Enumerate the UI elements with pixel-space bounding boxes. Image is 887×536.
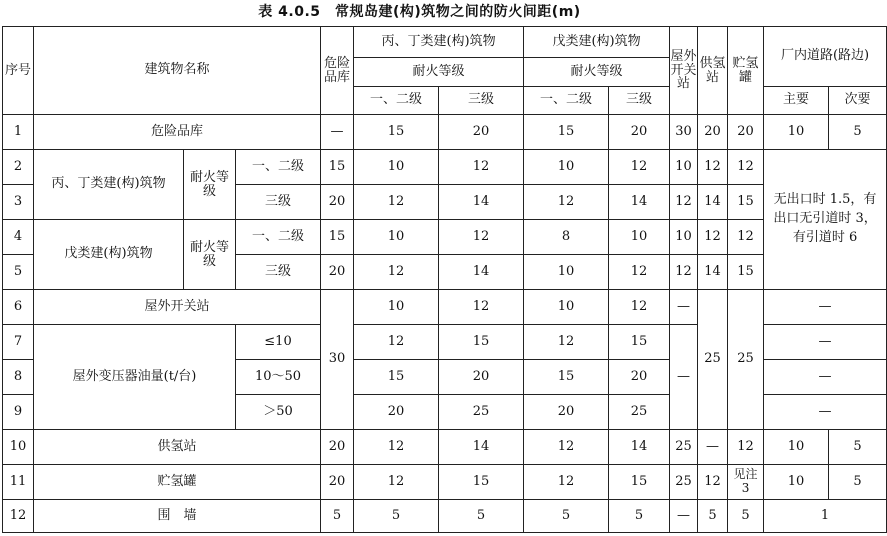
cell-wu12: 10 bbox=[524, 150, 609, 185]
cell-wu12: 15 bbox=[524, 360, 609, 395]
row-grade: 三级 bbox=[236, 255, 321, 290]
cell-wu3: 20 bbox=[609, 115, 670, 150]
cell-wu3: 20 bbox=[609, 360, 670, 395]
cell-road: 1 bbox=[764, 500, 887, 533]
cell-road-sub: 5 bbox=[829, 115, 887, 150]
cell-wu3: 14 bbox=[609, 185, 670, 220]
cell-h2-station: 14 bbox=[698, 185, 728, 220]
cell-h2-tank: 12 bbox=[728, 430, 764, 465]
cell-h2-station: 14 bbox=[698, 255, 728, 290]
cell-danger: 20 bbox=[321, 185, 354, 220]
cell-h2-station: — bbox=[698, 430, 728, 465]
cell-wu3: 5 bbox=[609, 500, 670, 533]
cell-danger-merged: 30 bbox=[321, 290, 354, 430]
cell-bt12: 12 bbox=[354, 255, 439, 290]
header-danger: 危险品库 bbox=[321, 27, 354, 115]
header-wu-fire-rating: 耐火等级 bbox=[524, 58, 670, 87]
road-note: 无出口时 1.5，有出口无引道时 3，有引道时 6 bbox=[764, 150, 887, 290]
cell-danger: — bbox=[321, 115, 354, 150]
cell-switch-merged: — bbox=[670, 325, 698, 430]
cell-switch: 12 bbox=[670, 255, 698, 290]
cell-wu3: 10 bbox=[609, 220, 670, 255]
row-no: 9 bbox=[3, 395, 34, 430]
header-road-sub: 次要 bbox=[829, 87, 887, 115]
cell-h2-tank: 12 bbox=[728, 150, 764, 185]
row-range: ＞50 bbox=[236, 395, 321, 430]
header-bt-grade12: 一、二级 bbox=[354, 87, 439, 115]
table-title: 表 4.0.5 常规岛建(构)筑物之间的防火间距(m) bbox=[258, 4, 581, 20]
cell-bt3: 5 bbox=[439, 500, 524, 533]
row-no: 5 bbox=[3, 255, 34, 290]
cell-road: — bbox=[764, 395, 887, 430]
cell-h2-tank: 15 bbox=[728, 255, 764, 290]
cell-switch: 10 bbox=[670, 220, 698, 255]
cell-wu12: 10 bbox=[524, 290, 609, 325]
cell-wu3: 12 bbox=[609, 150, 670, 185]
table-row-10 bbox=[3, 430, 887, 465]
cell-switch: 25 bbox=[670, 465, 698, 500]
cell-switch: 10 bbox=[670, 150, 698, 185]
header-wu-grade3: 三级 bbox=[609, 87, 670, 115]
row-no: 11 bbox=[3, 465, 34, 500]
table-row-1 bbox=[3, 115, 887, 150]
cell-bt3: 20 bbox=[439, 360, 524, 395]
cell-danger: 20 bbox=[321, 255, 354, 290]
table-row-2 bbox=[3, 150, 887, 185]
row-name-wu: 戊类建(构)筑物 bbox=[34, 220, 184, 290]
fire-distance-table bbox=[2, 26, 887, 533]
header-name: 建筑物名称 bbox=[34, 27, 321, 115]
cell-bt3: 12 bbox=[439, 290, 524, 325]
cell-wu3: 15 bbox=[609, 465, 670, 500]
header-bt-fire-rating: 耐火等级 bbox=[354, 58, 524, 87]
cell-wu12: 15 bbox=[524, 115, 609, 150]
cell-wu3: 12 bbox=[609, 255, 670, 290]
cell-bt12: 10 bbox=[354, 220, 439, 255]
cell-danger: 15 bbox=[321, 150, 354, 185]
cell-road-main: 10 bbox=[764, 430, 829, 465]
cell-road: — bbox=[764, 290, 887, 325]
row-no: 6 bbox=[3, 290, 34, 325]
cell-bt3: 12 bbox=[439, 150, 524, 185]
cell-bt3: 14 bbox=[439, 255, 524, 290]
cell-wu3: 25 bbox=[609, 395, 670, 430]
header-bt-grade3: 三级 bbox=[439, 87, 524, 115]
cell-h2-tank-merged: 25 bbox=[728, 290, 764, 430]
row-name: 围 墙 bbox=[34, 500, 321, 533]
cell-bt12: 15 bbox=[354, 360, 439, 395]
cell-wu12: 12 bbox=[524, 430, 609, 465]
cell-danger: 15 bbox=[321, 220, 354, 255]
cell-bt12: 20 bbox=[354, 395, 439, 430]
cell-h2-station: 12 bbox=[698, 465, 728, 500]
cell-h2-tank: 5 bbox=[728, 500, 764, 533]
row-name: 危险品库 bbox=[34, 115, 321, 150]
cell-h2-tank: 15 bbox=[728, 185, 764, 220]
cell-switch: 25 bbox=[670, 430, 698, 465]
cell-wu3: 15 bbox=[609, 325, 670, 360]
cell-switch: — bbox=[670, 290, 698, 325]
cell-road: — bbox=[764, 325, 887, 360]
cell-h2-tank: 见注 3 bbox=[728, 465, 764, 500]
cell-bt3: 14 bbox=[439, 430, 524, 465]
cell-bt3: 12 bbox=[439, 220, 524, 255]
row-name: 供氢站 bbox=[34, 430, 321, 465]
row-grade: 一、二级 bbox=[236, 150, 321, 185]
row-no: 1 bbox=[3, 115, 34, 150]
row-no: 12 bbox=[3, 500, 34, 533]
cell-bt12: 12 bbox=[354, 465, 439, 500]
cell-h2-tank: 12 bbox=[728, 220, 764, 255]
cell-bt3: 20 bbox=[439, 115, 524, 150]
cell-switch: 30 bbox=[670, 115, 698, 150]
table-row-12 bbox=[3, 500, 887, 533]
cell-wu12: 20 bbox=[524, 395, 609, 430]
row-grade: 三级 bbox=[236, 185, 321, 220]
row-sub-fire-rating: 耐火等级 bbox=[184, 220, 236, 290]
cell-h2-station: 12 bbox=[698, 220, 728, 255]
header-road-main: 主要 bbox=[764, 87, 829, 115]
row-range: 10～50 bbox=[236, 360, 321, 395]
row-grade: 一、二级 bbox=[236, 220, 321, 255]
cell-bt3: 25 bbox=[439, 395, 524, 430]
cell-danger: 5 bbox=[321, 500, 354, 533]
header-wu-group: 戊类建(构)筑物 bbox=[524, 27, 670, 58]
cell-switch: 12 bbox=[670, 185, 698, 220]
cell-wu3: 14 bbox=[609, 430, 670, 465]
cell-h2-station: 12 bbox=[698, 150, 728, 185]
row-name: 屋外开关站 bbox=[34, 290, 321, 325]
cell-bt3: 14 bbox=[439, 185, 524, 220]
cell-bt12: 10 bbox=[354, 150, 439, 185]
row-name-bt: 丙、丁类建(构)筑物 bbox=[34, 150, 184, 220]
cell-h2-tank: 20 bbox=[728, 115, 764, 150]
table-row-4 bbox=[3, 220, 887, 255]
row-name: 贮氢罐 bbox=[34, 465, 321, 500]
cell-bt12: 12 bbox=[354, 185, 439, 220]
cell-bt12: 12 bbox=[354, 430, 439, 465]
row-no: 8 bbox=[3, 360, 34, 395]
cell-wu12: 10 bbox=[524, 255, 609, 290]
cell-wu12: 12 bbox=[524, 185, 609, 220]
cell-bt3: 15 bbox=[439, 325, 524, 360]
cell-bt12: 12 bbox=[354, 325, 439, 360]
cell-bt12: 5 bbox=[354, 500, 439, 533]
row-no: 4 bbox=[3, 220, 34, 255]
header-h2-station: 供氢站 bbox=[698, 27, 728, 115]
cell-road-sub: 5 bbox=[829, 430, 887, 465]
row-no: 7 bbox=[3, 325, 34, 360]
table-row-11 bbox=[3, 465, 887, 500]
row-no: 2 bbox=[3, 150, 34, 185]
cell-wu3: 12 bbox=[609, 290, 670, 325]
cell-bt3: 15 bbox=[439, 465, 524, 500]
header-h2-tank: 贮氢罐 bbox=[728, 27, 764, 115]
cell-bt12: 15 bbox=[354, 115, 439, 150]
header-road: 厂内道路(路边) bbox=[764, 27, 887, 87]
cell-wu12: 8 bbox=[524, 220, 609, 255]
cell-h2-station: 20 bbox=[698, 115, 728, 150]
cell-wu12: 12 bbox=[524, 465, 609, 500]
header-bt-group: 丙、丁类建(构)筑物 bbox=[354, 27, 524, 58]
header-outdoor-switch: 屋外开关站 bbox=[670, 27, 698, 115]
cell-road: — bbox=[764, 360, 887, 395]
cell-h2-station: 5 bbox=[698, 500, 728, 533]
cell-switch: — bbox=[670, 500, 698, 533]
row-no: 3 bbox=[3, 185, 34, 220]
cell-danger: 20 bbox=[321, 430, 354, 465]
cell-wu12: 12 bbox=[524, 325, 609, 360]
cell-road-main: 10 bbox=[764, 115, 829, 150]
cell-h2-station-merged: 25 bbox=[698, 290, 728, 430]
cell-bt12: 10 bbox=[354, 290, 439, 325]
row-no: 10 bbox=[3, 430, 34, 465]
cell-road-main: 10 bbox=[764, 465, 829, 500]
header-seq: 序号 bbox=[3, 27, 34, 115]
table-row-6 bbox=[3, 290, 887, 325]
row-range: ≤10 bbox=[236, 325, 321, 360]
cell-wu12: 5 bbox=[524, 500, 609, 533]
row-name-transformer: 屋外变压器油量(t/台) bbox=[34, 325, 236, 430]
row-sub-fire-rating: 耐火等级 bbox=[184, 150, 236, 220]
cell-road-sub: 5 bbox=[829, 465, 887, 500]
header-wu-grade12: 一、二级 bbox=[524, 87, 609, 115]
cell-danger: 20 bbox=[321, 465, 354, 500]
